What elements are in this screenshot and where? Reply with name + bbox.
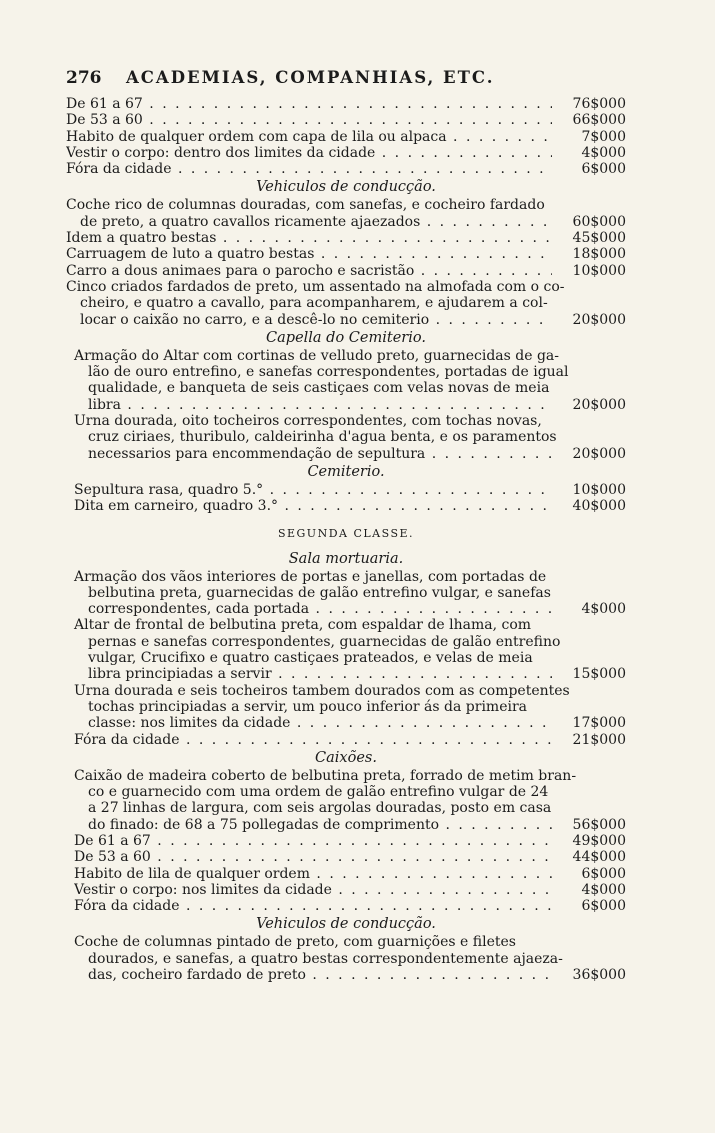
price: 18$000 [572,246,626,263]
price: 76$000 [572,96,626,112]
price: 49$000 [572,832,626,849]
price: 40$000 [572,498,626,515]
price-row: De 61 a 67 . . . 49$000 [66,833,626,849]
price-item: Armação dos vãos interiores de portas e janellas, com portadas de belbutina preta, guarnecidas de galão entrefino vulgar, e sanefas correspondentes, cada portada . . . 4$000 [66,569,626,618]
section-title: Sala mortuaria. [288,550,404,567]
price-row: Habito de lila de qualquer ordem . . . 6$000 [66,866,626,882]
price-row: Vestir o corpo: nos limites da cidade . . . 4$000 [66,882,626,898]
price: 10$000 [572,262,626,279]
price: 66$000 [572,112,626,129]
price-item: Coche de columnas pintado de preto, com guarnições e filetes dourados, e sanefas, a quatro bestas correspondentemente ajaeza- das, cocheiro fardado de preto . . . 36$000 [66,934,626,983]
running-title: ACADEMIAS, COMPANHIAS, ETC. [126,68,495,87]
price: 45$000 [572,230,626,247]
price-item: Altar de frontal de belbutina preta, com espaldar de lhama, com pernas e sanefas correspondentes, guarnecidas de galão entrefino vulgar, Crucifixo e quatro castiçaes prateados, e velas de meia libra principiadas a servir . . . 15$000 [66,617,626,682]
price: 20$000 [572,396,626,413]
price-row: Fóra da cidade . . . 6$000 [66,161,626,177]
price: 15$000 [572,666,626,683]
section-title: Capella do Cemiterio. [266,329,426,346]
price: 4$000 [581,144,626,161]
section-title: Caixões. [315,749,377,766]
price-item: Caixão de madeira coberto de belbutina preta, forrado de metim bran- co e guarnecido com uma ordem de galão entrefino vulgar de 24 a 27 linhas de largura, com seis argolas douradas, posto em casa do finado: de 68 a 75 pollegadas de comprimento . . . 56$000 [66,768,626,833]
price-row: Idem a quatro bestas . . . 45$000 [66,230,626,246]
price-item: Armação do Altar com cortinas de velludo preto, guarnecidas de ga- lão de ouro entrefino, e sanefas correspondentes, portadas de igual qualidade, e banqueta de seis castiçaes com velas novas de meia libra . . . 20$000 [66,348,626,413]
price-row: Carro a dous animaes para o parocho e sacristão . . . 10$000 [66,263,626,279]
price: 6$000 [581,898,626,915]
price: 6$000 [581,161,626,178]
section-title: Cemiterio. [307,463,385,480]
price-row: De 61 a 67 . . . 76$000 [66,96,626,112]
price: 20$000 [572,445,626,462]
price-row: De 53 a 60 . . . 66$000 [66,112,626,128]
price-item: Coche rico de columnas douradas, com sanefas, e cocheiro fardado de preto, a quatro cavallos ricamente ajaezados . . . 60$000 [66,197,626,230]
price-row: Habito de qualquer ordem com capa de lila ou alpaca . . . 7$000 [66,129,626,145]
price: 44$000 [572,849,626,866]
price: 60$000 [572,213,626,230]
price: 10$000 [572,481,626,498]
page-number: 276 [66,68,102,88]
price: 17$000 [572,715,626,732]
price-item: Urna dourada e seis tocheiros tambem dourados com as competentes tochas principiadas a servir, um pouco inferior ás da primeira classe: nos limites da cidade . . . 17$000 [66,683,626,732]
class-title: SEGUNDA CLASSE. [277,526,415,540]
price-row: Dita em carneiro, quadro 3.° . . . 40$000 [66,498,626,514]
price: 6$000 [581,865,626,882]
price-item: Urna dourada, oito tocheiros correspondentes, com tochas novas, cruz ciriaes, thuribulo, caldeirinha d'agua benta, e os paramentos necessarios para encommendação de sepultura . . . 20$000 [66,413,626,462]
price-row: Vestir o corpo: dentro dos limites da cidade . . . 4$000 [66,145,626,161]
price: 4$000 [581,601,626,618]
price-row: Carruagem de luto a quatro bestas . . . 18$000 [66,246,626,262]
price-row: Fóra da cidade . . . 6$000 [66,898,626,914]
price: 21$000 [572,731,626,748]
section-title: Vehiculos de conducção. [256,179,436,196]
price-row: De 53 a 60 . . . 44$000 [66,849,626,865]
page-content [66,68,626,983]
price: 4$000 [581,881,626,898]
page-header [66,68,626,96]
section-title: Vehiculos de conducção. [256,916,436,933]
price-row: Sepultura rasa, quadro 5.° . . . 10$000 [66,482,626,498]
price: 20$000 [572,311,626,328]
price: 7$000 [581,128,626,145]
price-item: Cinco criados fardados de preto, um assentado na almofada com o co- cheiro, e quatro a cavallo, para acompanharem, e ajudarem a col- locar o caixão no carro, e a descê-lo no cemiterio . . . 20$000 [66,279,626,328]
price: 56$000 [572,816,626,833]
price-row: Fóra da cidade . . . 21$000 [66,732,626,748]
price: 36$000 [572,967,626,984]
